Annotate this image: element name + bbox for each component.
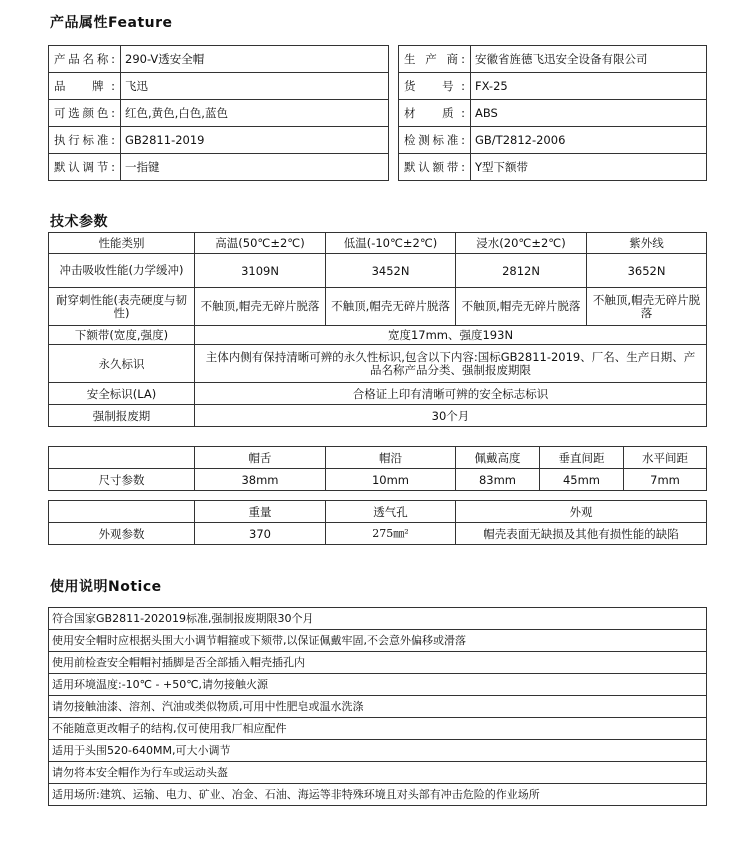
table-row — [49, 345, 707, 383]
table-row — [49, 740, 707, 762]
dims-header-vertical: 垂直间距 — [540, 447, 624, 469]
notice-item: 使用前检查安全帽帽衬插脚是否全部插入帽壳插孔内 — [49, 652, 707, 674]
appearance-label: 外观参数 — [49, 523, 195, 545]
colors-value: 红色,黄色,白色,蓝色 — [121, 100, 389, 127]
notice-item: 请勿接触油漆、溶剂、汽油或类似物质,可用中性肥皂或温水洗涤 — [49, 696, 707, 718]
impact-uv: 3652N — [587, 254, 707, 288]
dims-header-edge: 帽沿 — [326, 447, 456, 469]
feature-left-table — [48, 45, 389, 181]
table-row — [49, 696, 707, 718]
table-row — [49, 233, 707, 254]
product-name-label: 产品名称: — [49, 46, 121, 73]
adjust-value: 一指键 — [121, 154, 389, 181]
table-row — [49, 762, 707, 784]
notice-item: 适用于头围520-640MM,可大小调节 — [49, 740, 707, 762]
safety-label: 安全标识(LA) — [49, 383, 195, 405]
chin-strap-label: 默认额带: — [399, 154, 471, 181]
material-label: 材 质: — [399, 100, 471, 127]
dims-label: 尺寸参数 — [49, 469, 195, 491]
table-row — [49, 326, 707, 345]
header-immersion: 浸水(20℃±2℃) — [456, 233, 587, 254]
appearance-table — [48, 500, 707, 545]
dims-header-wear-height: 佩戴高度 — [456, 447, 540, 469]
table-row — [49, 383, 707, 405]
notice-item: 符合国家GB2811-202019标准,强制报废期限30个月 — [49, 608, 707, 630]
dims-horizontal: 7mm — [624, 469, 707, 491]
dimensions-table — [48, 446, 707, 491]
chin-strap-value: Y型下额带 — [471, 154, 707, 181]
appearance-empty-cell — [49, 501, 195, 523]
permanent-label: 永久标识 — [49, 345, 195, 383]
dims-empty-cell — [49, 447, 195, 469]
table-row — [399, 46, 707, 73]
table-row — [49, 288, 707, 326]
table-row — [49, 652, 707, 674]
impact-low-temp: 3452N — [326, 254, 456, 288]
dims-header-horizontal: 水平间距 — [624, 447, 707, 469]
table-row — [49, 127, 389, 154]
table-row — [399, 73, 707, 100]
table-row — [49, 447, 707, 469]
pierce-immersion: 不触顶,帽壳无碎片脱落 — [456, 288, 587, 326]
dims-wear-height: 83mm — [456, 469, 540, 491]
impact-label: 冲击吸收性能(力学缓冲) — [49, 254, 195, 288]
chinstrap-value: 宽度17mm、强度193N — [195, 326, 707, 345]
adjust-label: 默认调节: — [49, 154, 121, 181]
feature-heading: 产品属性Feature — [50, 15, 173, 31]
dims-edge: 10mm — [326, 469, 456, 491]
pierce-label: 耐穿刺性能(表壳硬度与韧性) — [49, 288, 195, 326]
scrap-label: 强制报废期 — [49, 405, 195, 427]
notice-item: 适用环境温度:-10℃ - +50℃,请勿接触火源 — [49, 674, 707, 696]
feature-right-table — [398, 45, 707, 181]
chinstrap-label: 下额带(宽度,强度) — [49, 326, 195, 345]
header-low-temp: 低温(-10℃±2℃) — [326, 233, 456, 254]
colors-label: 可选颜色: — [49, 100, 121, 127]
safety-value: 合格证上印有清晰可辨的安全标志标识 — [195, 383, 707, 405]
appearance-weight: 370 — [195, 523, 326, 545]
manufacturer-label: 生 产 商: — [399, 46, 471, 73]
table-row — [49, 718, 707, 740]
appearance-header-look: 外观 — [456, 501, 707, 523]
pierce-uv: 不触顶,帽壳无碎片脱落 — [587, 288, 707, 326]
notice-item: 请勿将本安全帽作为行车或运动头盔 — [49, 762, 707, 784]
manufacturer-value: 安徽省旌德飞迅安全设备有限公司 — [471, 46, 707, 73]
tech-heading: 技术参数 — [50, 214, 108, 230]
table-row — [399, 100, 707, 127]
header-category: 性能类别 — [49, 233, 195, 254]
appearance-vent: 275㎜² — [326, 523, 456, 545]
test-standard-value: GB/T2812-2006 — [471, 127, 707, 154]
table-row — [399, 154, 707, 181]
dims-header-brim: 帽舌 — [195, 447, 326, 469]
pierce-low-temp: 不触顶,帽壳无碎片脱落 — [326, 288, 456, 326]
standard-label: 执行标准: — [49, 127, 121, 154]
table-row — [49, 784, 707, 806]
table-row — [49, 154, 389, 181]
notice-table — [48, 607, 707, 806]
table-row — [49, 254, 707, 288]
appearance-header-vent: 透气孔 — [326, 501, 456, 523]
test-standard-label: 检测标准: — [399, 127, 471, 154]
table-row — [49, 100, 389, 127]
item-no-value: FX-25 — [471, 73, 707, 100]
table-row — [49, 405, 707, 427]
tech-table — [48, 232, 707, 427]
notice-heading: 使用说明Notice — [50, 579, 162, 595]
table-row — [49, 469, 707, 491]
header-high-temp: 高温(50℃±2℃) — [195, 233, 326, 254]
standard-value: GB2811-2019 — [121, 127, 389, 154]
item-no-label: 货 号: — [399, 73, 471, 100]
appearance-look: 帽壳表面无缺损及其他有损性能的缺陷 — [456, 523, 707, 545]
brand-value: 飞迅 — [121, 73, 389, 100]
product-name-value: 290-V透安全帽 — [121, 46, 389, 73]
material-value: ABS — [471, 100, 707, 127]
impact-high-temp: 3109N — [195, 254, 326, 288]
impact-immersion: 2812N — [456, 254, 587, 288]
table-row — [49, 674, 707, 696]
appearance-header-weight: 重量 — [195, 501, 326, 523]
dims-vertical: 45mm — [540, 469, 624, 491]
dims-brim: 38mm — [195, 469, 326, 491]
table-row — [399, 127, 707, 154]
brand-label: 品 牌: — [49, 73, 121, 100]
table-row — [49, 630, 707, 652]
scrap-value: 30个月 — [195, 405, 707, 427]
table-row — [49, 501, 707, 523]
pierce-high-temp: 不触顶,帽壳无碎片脱落 — [195, 288, 326, 326]
notice-item: 适用场所:建筑、运输、电力、矿业、冶金、石油、海运等非特殊环境且对头部有冲击危险的作业场所 — [49, 784, 707, 806]
table-row — [49, 73, 389, 100]
table-row — [49, 608, 707, 630]
header-uv: 紫外线 — [587, 233, 707, 254]
permanent-value: 主体内侧有保持清晰可辨的永久性标识,包含以下内容:国标GB2811-2019、厂名、生产日期、产品名称产品分类、强制报废期限 — [195, 345, 707, 383]
notice-item: 使用安全帽时应根据头围大小调节帽箍或下颏带,以保证佩戴牢固,不会意外偏移或滑落 — [49, 630, 707, 652]
table-row — [49, 46, 389, 73]
notice-item: 不能随意更改帽子的结构,仅可使用我厂相应配件 — [49, 718, 707, 740]
table-row — [49, 523, 707, 545]
